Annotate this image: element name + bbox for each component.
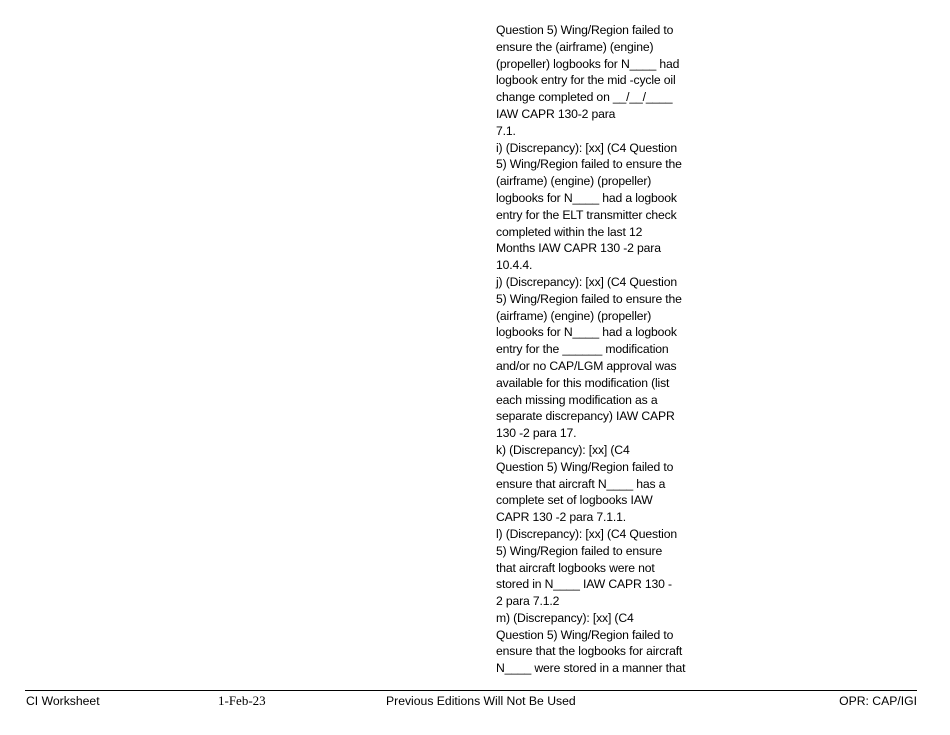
body-line: (propeller) logbooks for N____ had (496, 56, 680, 71)
footer-opr: OPR: CAP/IGI (839, 694, 917, 708)
body-line: logbooks for N____ had a logbook (496, 190, 677, 205)
body-line: 7.1. (496, 123, 516, 138)
body-line: logbook entry for the mid -cycle oil (496, 73, 676, 88)
body-line: 5) Wing/Region failed to ensure the (496, 291, 682, 306)
body-line: m) (Discrepancy): [xx] (C4 (496, 610, 634, 625)
body-line: ensure that aircraft N____ has a (496, 476, 666, 491)
worksheet-body-text (496, 22, 708, 677)
body-line: 130 -2 para 17. (496, 426, 577, 441)
body-line: available for this modification (list (496, 375, 670, 390)
body-line: stored in N____ IAW CAPR 130 - (496, 577, 672, 592)
body-line: each missing modification as a (496, 392, 658, 407)
body-line: (airframe) (engine) (propeller) (496, 174, 652, 189)
body-line: CAPR 130 -2 para 7.1.1. (496, 510, 627, 525)
footer-form-name: CI Worksheet (26, 694, 100, 708)
footer-editions-notice: Previous Editions Will Not Be Used (386, 694, 576, 708)
body-line: IAW CAPR 130-2 para (496, 106, 616, 121)
body-line: i) (Discrepancy): [xx] (C4 Question (496, 140, 677, 155)
body-line: separate discrepancy) IAW CAPR (496, 409, 675, 424)
footer-divider (25, 690, 917, 691)
body-line: completed within the last 12 (496, 224, 643, 239)
body-line: Question 5) Wing/Region failed to (496, 23, 674, 37)
body-line: (airframe) (engine) (propeller) (496, 308, 652, 323)
body-line: entry for the ELT transmitter check (496, 207, 677, 222)
body-line: j) (Discrepancy): [xx] (C4 Question (496, 274, 677, 289)
body-line: entry for the ______ modification (496, 342, 669, 357)
body-line: 10.4.4. (496, 258, 533, 273)
body-line: complete set of logbooks IAW (496, 493, 653, 508)
body-line: logbooks for N____ had a logbook (496, 325, 677, 340)
body-line: 2 para 7.1.2 (496, 594, 560, 609)
body-line: change completed on __/__/____ (496, 90, 673, 105)
body-line: l) (Discrepancy): [xx] (C4 Question (496, 526, 677, 541)
body-line: Question 5) Wing/Region failed to (496, 627, 674, 642)
body-line: ensure the (airframe) (engine) (496, 39, 654, 54)
body-line: 5) Wing/Region failed to ensure (496, 543, 663, 558)
body-line: Months IAW CAPR 130 -2 para (496, 241, 661, 256)
body-line: N____ were stored in a manner that (496, 661, 686, 676)
body-line: ensure that the logbooks for aircraft (496, 644, 683, 659)
footer-date: 1-Feb-23 (218, 693, 266, 708)
body-line: Question 5) Wing/Region failed to (496, 459, 674, 474)
body-line: 5) Wing/Region failed to ensure the (496, 157, 682, 172)
body-line: that aircraft logbooks were not (496, 560, 655, 575)
body-line: k) (Discrepancy): [xx] (C4 (496, 442, 630, 457)
body-line: and/or no CAP/LGM approval was (496, 358, 677, 373)
